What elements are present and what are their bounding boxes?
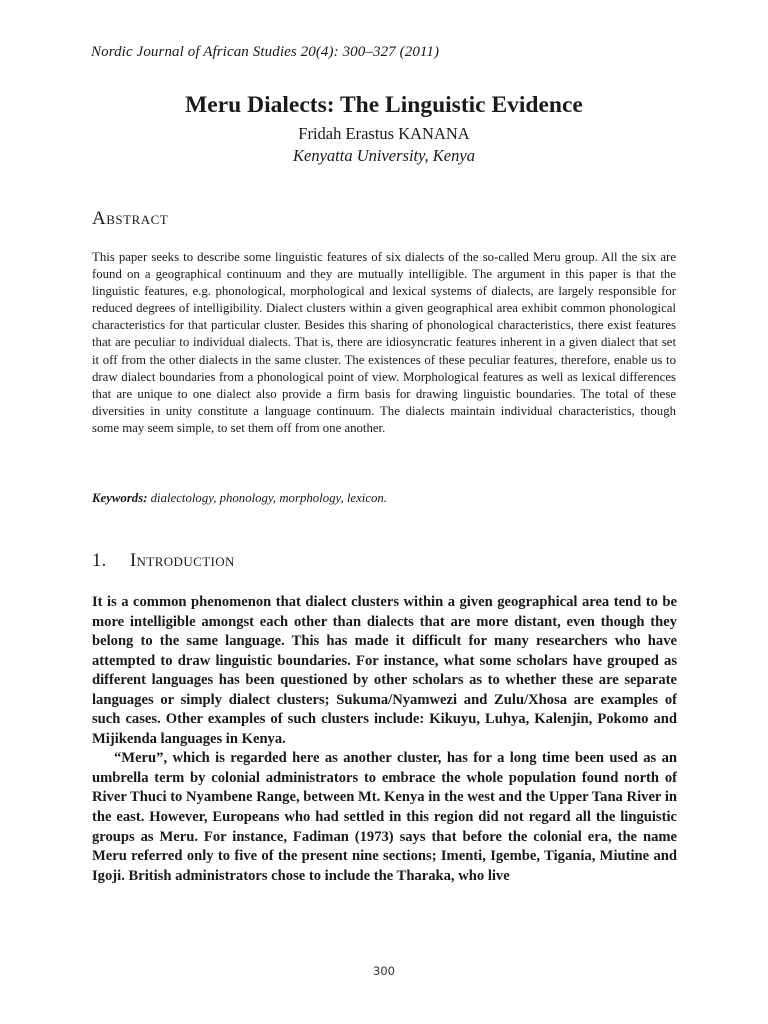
abstract-heading: Abstract (92, 208, 169, 229)
page-number: 300 (373, 964, 395, 978)
article-title: Meru Dialects: The Linguistic Evidence (185, 92, 583, 118)
section-number: 1. (92, 551, 107, 571)
paragraph: “Meru”, which is regarded here as another cluster, has for a long time been used as an umbrella term by colonial administrators to embrace the whole population found north of River Thuci to Nyambene Range, between Mt. Kenya in the west and the Upper Tana River in the east. However, Europeans who had settled in this region did not regard all the linguistic groups as Meru. For instance, Fadiman (1973) says that before the colonial era, the name Meru referred only to five of the present nine sections; Imenti, Igembe, Tigania, Miutine and Igoji. British administrators chose to include the Tharaka, who live (92, 750, 677, 884)
abstract-text: This paper seeks to describe some linguistic features of six dialects of the so-called Meru group. All the six are found on a geographical continuum and they are mutually intelligible. The argument in this paper is that the linguistic features, e.g. phonological, morphological and lexical systems of dialects, are largely responsible for reduced degrees of intelligibility. Dialect clusters within a given geographical area exhibit common phonological characteristics for that particular cluster. Besides this sharing of phonological characteristics, there exist features that are peculiar to individual dialects. That is, there are idiosyncratic features inherent in a given dialect that set it off from the other dialects in the same cluster. The existences of these peculiar features, therefore, enable us to draw dialect boundaries from a phonological point of view. Morphological features as well as lexical differences that are unique to one dialect also provide a firm basis for drawing linguistic boundaries. The total of these diversities in unity constitute a language continuum. The dialects maintain individual characteristics, though some may seem simple, to set them off from one another. (92, 250, 676, 435)
journal-citation: Nordic Journal of African Studies 20(4): 300–327 (2011) (91, 44, 440, 60)
section-heading-introduction (92, 551, 235, 572)
introduction-body (92, 593, 677, 886)
keywords-text: dialectology, phonology, morphology, lexicon. (150, 491, 388, 505)
paragraph: It is a common phenomenon that dialect clusters within a given geographical area tend to be more intelligible amongst each other than dialects that are more distant, even though they belong to the same language. This has made it difficult for many researchers who have attempted to draw linguistic boundaries. For instance, what some scholars have grouped as different languages has been questioned by other scholars as to whether these are separate languages or simply dialect clusters; Sukuma/Nyamwezi and Zulu/Xhosa are examples of such cases. Other examples of such clusters include: Kikuyu, Luhya, Kalenjin, Pokomo and Mijikenda languages in Kenya. (92, 594, 677, 747)
author-affiliation: Kenyatta University, Kenya (293, 146, 475, 165)
keywords (92, 491, 387, 506)
author-name: Fridah Erastus KANANA (298, 124, 470, 143)
keywords-label: Keywords: (92, 491, 148, 505)
section-title: Introduction (130, 551, 235, 571)
